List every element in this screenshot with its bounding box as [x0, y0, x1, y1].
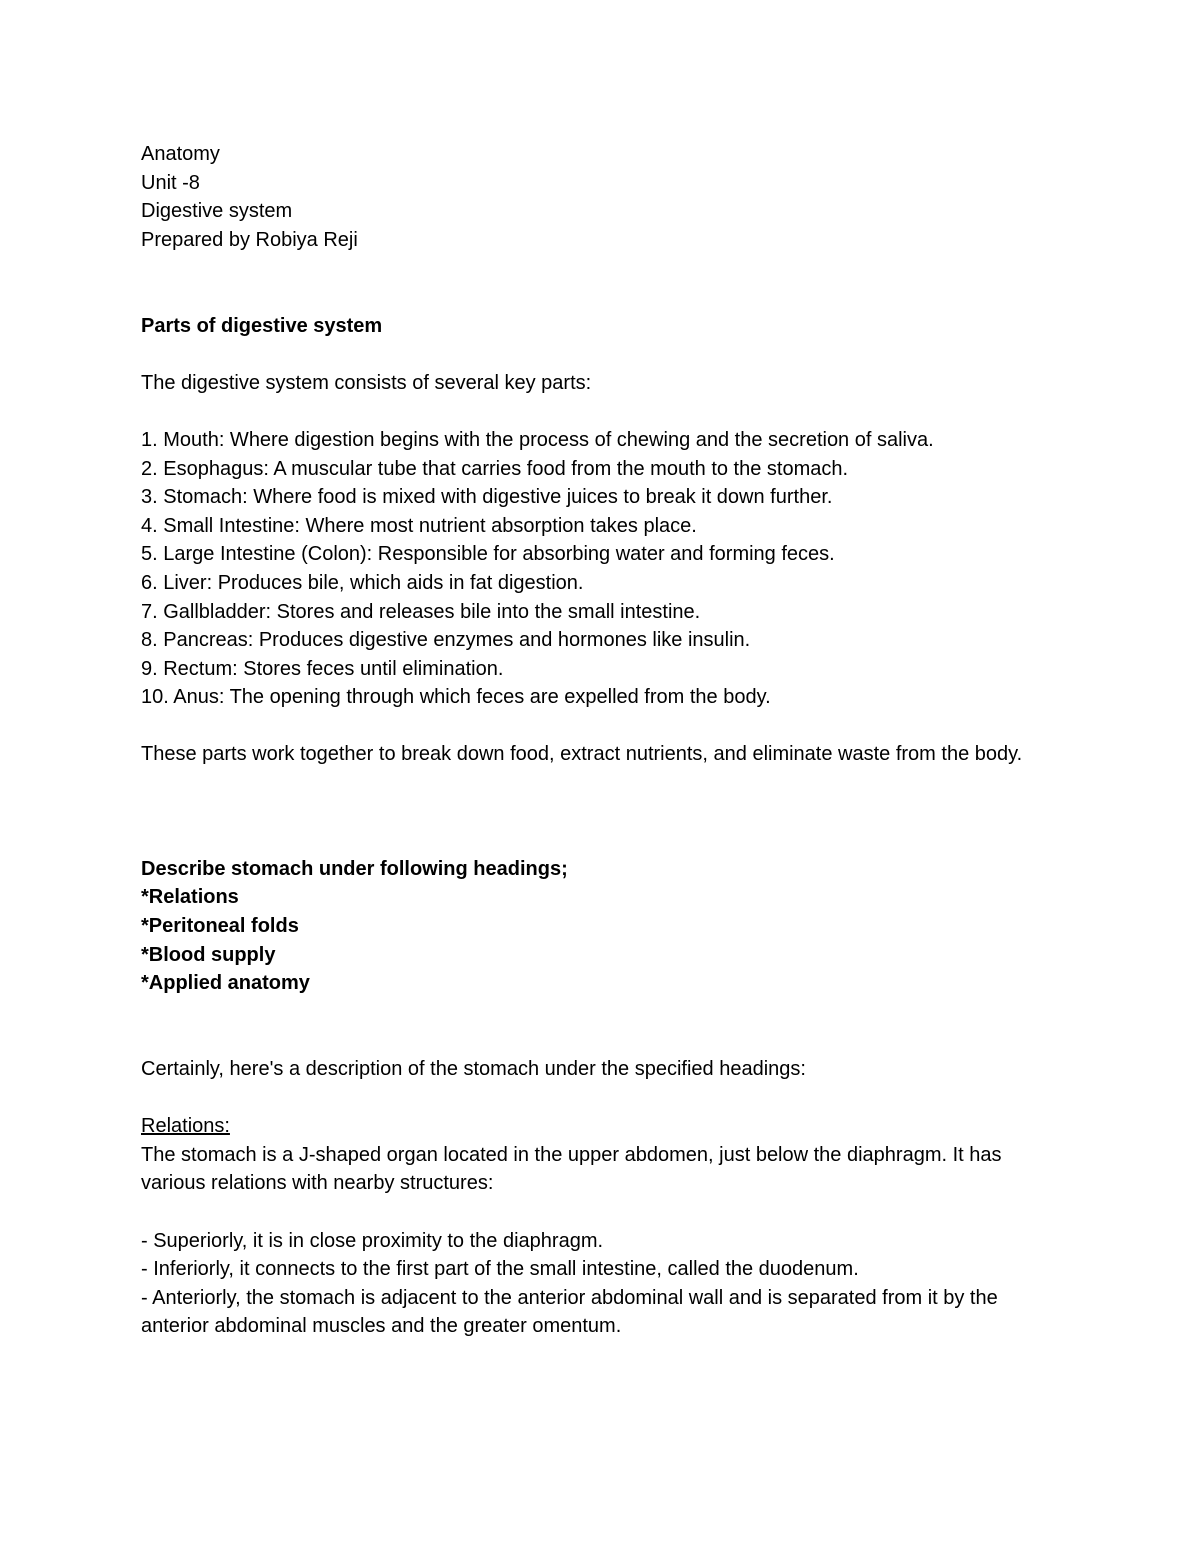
document-page	[141, 140, 1061, 1341]
question-subheading: *Relations	[141, 886, 239, 909]
relations-heading: Relations:	[141, 1115, 230, 1138]
spacer	[141, 998, 1061, 1055]
question-subheading: *Applied anatomy	[141, 972, 310, 995]
subject-title: Anatomy	[141, 143, 220, 165]
spacer	[141, 769, 1061, 855]
list-item: 6. Liver: Produces bile, which aids in fat digestion.	[141, 571, 584, 594]
list-item: 10. Anus: The opening through which feces are expelled from the body.	[141, 686, 771, 709]
question-subheading: *Blood supply	[141, 943, 276, 966]
spacer	[141, 712, 1061, 741]
parts-intro: The digestive system consists of several key parts:	[141, 371, 592, 394]
list-item: 2. Esophagus: A muscular tube that carries food from the mouth to the stomach.	[141, 457, 849, 480]
spacer	[141, 340, 1061, 369]
list-item: 5. Large Intestine (Colon): Responsible for absorbing water and forming feces.	[141, 543, 835, 566]
list-item: 3. Stomach: Where food is mixed with digestive juices to break it down further.	[141, 486, 833, 509]
spacer	[141, 1084, 1061, 1113]
section-heading-parts: Parts of digestive system	[141, 314, 383, 337]
list-item: 4. Small Intestine: Where most nutrient absorption takes place.	[141, 514, 697, 537]
list-item: - Superiorly, it is in close proximity to the diaphragm.	[141, 1229, 604, 1252]
topic-label: Digestive system	[141, 200, 293, 223]
spacer	[141, 254, 1061, 311]
relations-body: The stomach is a J-shaped organ located in the upper abdomen, just below the diaphragm. It has various relations with nearby structures:	[141, 1143, 1002, 1195]
question-subheading: *Peritoneal folds	[141, 915, 299, 938]
list-item: 1. Mouth: Where digestion begins with the process of chewing and the secretion of saliva.	[141, 428, 934, 451]
question-heading: Describe stomach under following headings;	[141, 857, 568, 880]
parts-conclusion: These parts work together to break down food, extract nutrients, and eliminate waste from the body.	[141, 743, 1023, 766]
unit-label: Unit -8	[141, 171, 200, 194]
spacer	[141, 397, 1061, 426]
spacer	[141, 1198, 1061, 1227]
list-item: - Anteriorly, the stomach is adjacent to the anterior abdominal wall and is separated from it by the anterior abdominal muscles and the greater omentum.	[141, 1286, 998, 1338]
list-item: 8. Pancreas: Produces digestive enzymes and hormones like insulin.	[141, 629, 751, 652]
list-item: 9. Rectum: Stores feces until elimination.	[141, 657, 504, 680]
answer-intro: Certainly, here's a description of the stomach under the specified headings:	[141, 1058, 806, 1081]
author-label: Prepared by Robiya Reji	[141, 228, 358, 251]
list-item: - Inferiorly, it connects to the first part of the small intestine, called the duodenum.	[141, 1258, 859, 1281]
list-item: 7. Gallbladder: Stores and releases bile into the small intestine.	[141, 600, 701, 623]
